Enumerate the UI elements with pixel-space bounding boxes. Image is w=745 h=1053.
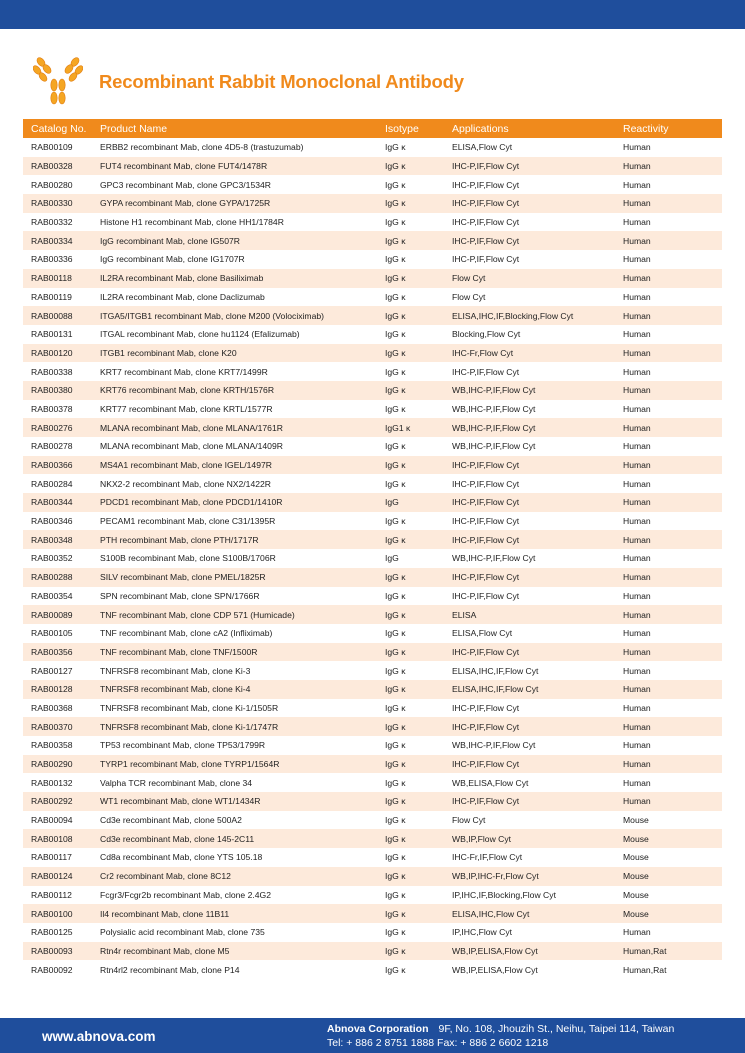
table-row <box>23 400 722 419</box>
reactivity-cell: Mouse <box>623 815 649 826</box>
catalog-cell: RAB00100 <box>31 908 73 919</box>
applications-cell: ELISA,IHC,IF,Flow Cyt <box>452 684 539 695</box>
table-row <box>23 755 722 774</box>
applications-cell: IHC-P,IF,Flow Cyt <box>452 198 520 209</box>
applications-cell: IHC-P,IF,Flow Cyt <box>452 235 520 246</box>
reactivity-cell: Human <box>623 516 651 527</box>
table-row <box>23 699 722 718</box>
reactivity-cell: Human <box>623 590 651 601</box>
isotype-cell: IgG κ <box>385 665 406 676</box>
applications-cell: WB,IHC-P,IF,Flow Cyt <box>452 385 536 396</box>
isotype-cell: IgG κ <box>385 198 406 209</box>
header-product: Product Name <box>100 122 168 135</box>
table-row <box>23 942 722 961</box>
product-cell: MS4A1 recombinant Mab, clone IGEL/1497R <box>100 460 272 471</box>
product-cell: Cr2 recombinant Mab, clone 8C12 <box>100 871 231 882</box>
product-cell: ITGAL recombinant Mab, clone hu1124 (Efalizumab) <box>100 329 300 340</box>
applications-cell: ELISA,IHC,IF,Flow Cyt <box>452 665 539 676</box>
company-name: Abnova Corporation <box>327 1023 429 1035</box>
reactivity-cell: Human <box>623 366 651 377</box>
catalog-cell: RAB00292 <box>31 796 73 807</box>
reactivity-cell: Human <box>623 310 651 321</box>
applications-cell: IHC-P,IF,Flow Cyt <box>452 254 520 265</box>
isotype-cell: IgG κ <box>385 310 406 321</box>
catalog-cell: RAB00288 <box>31 572 73 583</box>
product-cell: IgG recombinant Mab, clone IG1707R <box>100 254 245 265</box>
isotype-cell: IgG κ <box>385 179 406 190</box>
table-row <box>23 568 722 587</box>
isotype-cell: IgG κ <box>385 516 406 527</box>
catalog-cell: RAB00088 <box>31 310 73 321</box>
table-row <box>23 960 722 979</box>
product-cell: MLANA recombinant Mab, clone MLANA/1761R <box>100 422 283 433</box>
catalog-cell: RAB00105 <box>31 628 73 639</box>
product-cell: IgG recombinant Mab, clone IG507R <box>100 235 240 246</box>
table-row <box>23 587 722 606</box>
table-row <box>23 418 722 437</box>
product-cell: TNF recombinant Mab, clone cA2 (Infliximab) <box>100 628 273 639</box>
catalog-cell: RAB00128 <box>31 684 73 695</box>
catalog-cell: RAB00278 <box>31 441 73 452</box>
top-banner <box>0 0 745 29</box>
product-cell: S100B recombinant Mab, clone S100B/1706R <box>100 553 276 564</box>
table-row <box>23 773 722 792</box>
product-cell: TNFRSF8 recombinant Mab, clone Ki-1/1747R <box>100 721 279 732</box>
isotype-cell: IgG κ <box>385 908 406 919</box>
reactivity-cell: Human <box>623 572 651 583</box>
catalog-cell: RAB00290 <box>31 759 73 770</box>
reactivity-cell: Human <box>623 385 651 396</box>
table-row <box>23 474 722 493</box>
product-cell: Rtn4rl2 recombinant Mab, clone P14 <box>100 964 240 975</box>
applications-cell: WB,IP,ELISA,Flow Cyt <box>452 945 538 956</box>
applications-cell: WB,IHC-P,IF,Flow Cyt <box>452 553 536 564</box>
catalog-cell: RAB00330 <box>31 198 73 209</box>
catalog-cell: RAB00092 <box>31 964 73 975</box>
table-row <box>23 886 722 905</box>
applications-cell: WB,ELISA,Flow Cyt <box>452 777 529 788</box>
product-cell: Histone H1 recombinant Mab, clone HH1/1784R <box>100 217 284 228</box>
product-cell: WT1 recombinant Mab, clone WT1/1434R <box>100 796 261 807</box>
catalog-cell: RAB00334 <box>31 235 73 246</box>
table-row <box>23 213 722 232</box>
catalog-cell: RAB00094 <box>31 815 73 826</box>
isotype-cell: IgG κ <box>385 815 406 826</box>
table-header <box>23 119 722 138</box>
isotype-cell: IgG <box>385 553 399 564</box>
table-row <box>23 829 722 848</box>
catalog-cell: RAB00328 <box>31 161 73 172</box>
applications-cell: IHC-P,IF,Flow Cyt <box>452 460 520 471</box>
isotype-cell: IgG κ <box>385 385 406 396</box>
product-cell: TYRP1 recombinant Mab, clone TYRP1/1564R <box>100 759 280 770</box>
reactivity-cell: Human,Rat <box>623 964 667 975</box>
table-row <box>23 381 722 400</box>
applications-cell: IHC-P,IF,Flow Cyt <box>452 217 520 228</box>
applications-cell: IHC-P,IF,Flow Cyt <box>452 646 520 657</box>
catalog-cell: RAB00124 <box>31 871 73 882</box>
isotype-cell: IgG κ <box>385 852 406 863</box>
applications-cell: IHC-P,IF,Flow Cyt <box>452 161 520 172</box>
applications-cell: Flow Cyt <box>452 291 486 302</box>
header-catalog: Catalog No. <box>31 122 87 135</box>
table-row <box>23 904 722 923</box>
table-row <box>23 493 722 512</box>
reactivity-cell: Mouse <box>623 889 649 900</box>
table-row <box>23 923 722 942</box>
product-cell: Valpha TCR recombinant Mab, clone 34 <box>100 777 253 788</box>
isotype-cell: IgG κ <box>385 945 406 956</box>
catalog-cell: RAB00370 <box>31 721 73 732</box>
product-cell: Cd3e recombinant Mab, clone 145-2C11 <box>100 833 255 844</box>
table-row <box>23 530 722 549</box>
isotype-cell: IgG κ <box>385 572 406 583</box>
table-row <box>23 661 722 680</box>
applications-cell: WB,IP,Flow Cyt <box>452 833 512 844</box>
reactivity-cell: Human <box>623 179 651 190</box>
isotype-cell: IgG κ <box>385 347 406 358</box>
applications-cell: IHC-P,IF,Flow Cyt <box>452 759 520 770</box>
catalog-cell: RAB00280 <box>31 179 73 190</box>
isotype-cell: IgG κ <box>385 889 406 900</box>
reactivity-cell: Human <box>623 217 651 228</box>
reactivity-cell: Human <box>623 422 651 433</box>
reactivity-cell: Human <box>623 553 651 564</box>
reactivity-cell: Mouse <box>623 852 649 863</box>
product-cell: ERBB2 recombinant Mab, clone 4D5-8 (trastuzumab) <box>100 142 304 153</box>
reactivity-cell: Human <box>623 254 651 265</box>
reactivity-cell: Human <box>623 646 651 657</box>
applications-cell: IHC-P,IF,Flow Cyt <box>452 497 520 508</box>
website-link[interactable]: www.abnova.com <box>42 1029 156 1044</box>
applications-cell: WB,IHC-P,IF,Flow Cyt <box>452 403 536 414</box>
product-cell: KRT77 recombinant Mab, clone KRTL/1577R <box>100 403 273 414</box>
product-cell: IL2RA recombinant Mab, clone Basiliximab <box>100 273 264 284</box>
reactivity-cell: Human <box>623 291 651 302</box>
isotype-cell: IgG κ <box>385 217 406 228</box>
footer <box>0 1018 745 1053</box>
table-row <box>23 362 722 381</box>
table-row <box>23 512 722 531</box>
reactivity-cell: Human,Rat <box>623 945 667 956</box>
reactivity-cell: Human <box>623 777 651 788</box>
isotype-cell: IgG κ <box>385 403 406 414</box>
applications-cell: IHC-P,IF,Flow Cyt <box>452 478 520 489</box>
product-cell: TP53 recombinant Mab, clone TP53/1799R <box>100 740 266 751</box>
catalog-cell: RAB00344 <box>31 497 73 508</box>
reactivity-cell: Human <box>623 665 651 676</box>
product-cell: SPN recombinant Mab, clone SPN/1766R <box>100 590 260 601</box>
table-row <box>23 624 722 643</box>
product-cell: PECAM1 recombinant Mab, clone C31/1395R <box>100 516 276 527</box>
reactivity-cell: Human <box>623 198 651 209</box>
isotype-cell: IgG κ <box>385 740 406 751</box>
reactivity-cell: Human <box>623 273 651 284</box>
product-cell: ITGA5/ITGB1 recombinant Mab, clone M200 (Volociximab) <box>100 310 325 321</box>
table-row <box>23 437 722 456</box>
catalog-cell: RAB00356 <box>31 646 73 657</box>
table-row <box>23 175 722 194</box>
table-row <box>23 250 722 269</box>
reactivity-cell: Human <box>623 702 651 713</box>
reactivity-cell: Human <box>623 460 651 471</box>
product-cell: KRT7 recombinant Mab, clone KRT7/1499R <box>100 366 268 377</box>
applications-cell: IHC-P,IF,Flow Cyt <box>452 366 520 377</box>
reactivity-cell: Mouse <box>623 833 649 844</box>
catalog-cell: RAB00127 <box>31 665 73 676</box>
address-line <box>327 1023 674 1035</box>
applications-cell: ELISA,IHC,Flow Cyt <box>452 908 530 919</box>
catalog-cell: RAB00368 <box>31 702 73 713</box>
product-cell: MLANA recombinant Mab, clone MLANA/1409R <box>100 441 283 452</box>
catalog-cell: RAB00132 <box>31 777 73 788</box>
table-row <box>23 194 722 213</box>
product-cell: TNF recombinant Mab, clone TNF/1500R <box>100 646 258 657</box>
isotype-cell: IgG κ <box>385 833 406 844</box>
catalog-cell: RAB00336 <box>31 254 73 265</box>
product-cell: TNF recombinant Mab, clone CDP 571 (Humicade) <box>100 609 295 620</box>
applications-cell: IHC-P,IF,Flow Cyt <box>452 702 520 713</box>
table-row <box>23 848 722 867</box>
isotype-cell: IgG κ <box>385 759 406 770</box>
catalog-cell: RAB00284 <box>31 478 73 489</box>
product-cell: TNFRSF8 recombinant Mab, clone Ki-4 <box>100 684 251 695</box>
applications-cell: ELISA,IHC,IF,Blocking,Flow Cyt <box>452 310 574 321</box>
product-cell: GPC3 recombinant Mab, clone GPC3/1534R <box>100 179 272 190</box>
applications-cell: ELISA <box>452 609 477 620</box>
table-row <box>23 288 722 307</box>
reactivity-cell: Human <box>623 142 651 153</box>
table-row <box>23 157 722 176</box>
isotype-cell: IgG <box>385 497 399 508</box>
catalog-cell: RAB00354 <box>31 590 73 601</box>
isotype-cell: IgG κ <box>385 721 406 732</box>
table-body <box>23 138 722 979</box>
applications-cell: IHC-P,IF,Flow Cyt <box>452 590 520 601</box>
reactivity-cell: Human <box>623 161 651 172</box>
catalog-cell: RAB00366 <box>31 460 73 471</box>
isotype-cell: IgG κ <box>385 329 406 340</box>
product-cell: PTH recombinant Mab, clone PTH/1717R <box>100 534 259 545</box>
applications-cell: IHC-P,IF,Flow Cyt <box>452 516 520 527</box>
table-row <box>23 549 722 568</box>
table-row <box>23 456 722 475</box>
table-row <box>23 736 722 755</box>
catalog-cell: RAB00131 <box>31 329 73 340</box>
isotype-cell: IgG κ <box>385 460 406 471</box>
table-row <box>23 325 722 344</box>
reactivity-cell: Human <box>623 721 651 732</box>
catalog-cell: RAB00108 <box>31 833 73 844</box>
applications-cell: WB,IHC-P,IF,Flow Cyt <box>452 441 536 452</box>
page-title: Recombinant Rabbit Monoclonal Antibody <box>99 71 464 92</box>
catalog-cell: RAB00338 <box>31 366 73 377</box>
isotype-cell: IgG κ <box>385 777 406 788</box>
catalog-cell: RAB00378 <box>31 403 73 414</box>
isotype-cell: IgG κ <box>385 964 406 975</box>
isotype-cell: IgG κ <box>385 161 406 172</box>
table-row <box>23 344 722 363</box>
reactivity-cell: Human <box>623 927 651 938</box>
catalog-cell: RAB00380 <box>31 385 73 396</box>
reactivity-cell: Human <box>623 609 651 620</box>
isotype-cell: IgG κ <box>385 702 406 713</box>
product-cell: TNFRSF8 recombinant Mab, clone Ki-3 <box>100 665 251 676</box>
product-cell: Cd3e recombinant Mab, clone 500A2 <box>100 815 242 826</box>
reactivity-cell: Human <box>623 759 651 770</box>
isotype-cell: IgG κ <box>385 142 406 153</box>
reactivity-cell: Human <box>623 497 651 508</box>
applications-cell: ELISA,Flow Cyt <box>452 628 513 639</box>
product-cell: KRT76 recombinant Mab, clone KRTH/1576R <box>100 385 275 396</box>
catalog-cell: RAB00358 <box>31 740 73 751</box>
applications-cell: IHC-Fr,IF,Flow Cyt <box>452 852 523 863</box>
applications-cell: WB,IP,IHC-Fr,Flow Cyt <box>452 871 539 882</box>
antibody-table <box>23 119 722 979</box>
applications-cell: IHC-Fr,Flow Cyt <box>452 347 514 358</box>
applications-cell: IHC-P,IF,Flow Cyt <box>452 721 520 732</box>
reactivity-cell: Human <box>623 628 651 639</box>
applications-cell: WB,IHC-P,IF,Flow Cyt <box>452 422 536 433</box>
reactivity-cell: Human <box>623 347 651 358</box>
reactivity-cell: Human <box>623 329 651 340</box>
product-cell: SILV recombinant Mab, clone PMEL/1825R <box>100 572 266 583</box>
table-row <box>23 269 722 288</box>
catalog-cell: RAB00348 <box>31 534 73 545</box>
reactivity-cell: Human <box>623 684 651 695</box>
contact-line: Tel: + 886 2 8751 1888 Fax: + 886 2 6602 1218 <box>327 1037 549 1049</box>
applications-cell: WB,IHC-P,IF,Flow Cyt <box>452 740 536 751</box>
isotype-cell: IgG1 κ <box>385 422 411 433</box>
isotype-cell: IgG κ <box>385 254 406 265</box>
catalog-cell: RAB00119 <box>31 291 72 302</box>
isotype-cell: IgG κ <box>385 646 406 657</box>
isotype-cell: IgG κ <box>385 628 406 639</box>
table-row <box>23 680 722 699</box>
isotype-cell: IgG κ <box>385 478 406 489</box>
isotype-cell: IgG κ <box>385 235 406 246</box>
applications-cell: WB,IP,ELISA,Flow Cyt <box>452 964 538 975</box>
table-row <box>23 792 722 811</box>
isotype-cell: IgG κ <box>385 366 406 377</box>
table-row <box>23 811 722 830</box>
product-cell: NKX2-2 recombinant Mab, clone NX2/1422R <box>100 478 272 489</box>
reactivity-cell: Mouse <box>623 908 649 919</box>
catalog-cell: RAB00276 <box>31 422 73 433</box>
catalog-cell: RAB00125 <box>31 927 73 938</box>
applications-cell: Blocking,Flow Cyt <box>452 329 521 340</box>
product-cell: GYPA recombinant Mab, clone GYPA/1725R <box>100 198 271 209</box>
table-row <box>23 231 722 250</box>
isotype-cell: IgG κ <box>385 684 406 695</box>
catalog-cell: RAB00093 <box>31 945 73 956</box>
applications-cell: IHC-P,IF,Flow Cyt <box>452 534 520 545</box>
table-row <box>23 138 722 157</box>
isotype-cell: IgG κ <box>385 871 406 882</box>
catalog-cell: RAB00109 <box>31 142 73 153</box>
product-cell: FUT4 recombinant Mab, clone FUT4/1478R <box>100 161 268 172</box>
table-row <box>23 643 722 662</box>
catalog-cell: RAB00346 <box>31 516 73 527</box>
reactivity-cell: Human <box>623 441 651 452</box>
applications-cell: ELISA,Flow Cyt <box>452 142 513 153</box>
isotype-cell: IgG κ <box>385 796 406 807</box>
product-cell: ITGB1 recombinant Mab, clone K20 <box>100 347 237 358</box>
header-reactivity: Reactivity <box>623 122 669 135</box>
antibody-logo-icon <box>33 55 83 107</box>
table-row <box>23 867 722 886</box>
product-cell: Fcgr3/Fcgr2b recombinant Mab, clone 2.4G2 <box>100 889 272 900</box>
reactivity-cell: Human <box>623 534 651 545</box>
catalog-cell: RAB00352 <box>31 553 73 564</box>
applications-cell: IHC-P,IF,Flow Cyt <box>452 572 520 583</box>
applications-cell: Flow Cyt <box>452 273 486 284</box>
product-cell: PDCD1 recombinant Mab, clone PDCD1/1410R <box>100 497 283 508</box>
catalog-cell: RAB00118 <box>31 273 72 284</box>
product-cell: IL2RA recombinant Mab, clone Daclizumab <box>100 291 265 302</box>
reactivity-cell: Mouse <box>623 871 649 882</box>
reactivity-cell: Human <box>623 403 651 414</box>
isotype-cell: IgG κ <box>385 927 406 938</box>
product-cell: Polysialic acid recombinant Mab, clone 735 <box>100 927 265 938</box>
applications-cell: IHC-P,IF,Flow Cyt <box>452 796 520 807</box>
table-row <box>23 717 722 736</box>
product-cell: Cd8a recombinant Mab, clone YTS 105.18 <box>100 852 263 863</box>
applications-cell: IP,IHC,Flow Cyt <box>452 927 513 938</box>
applications-cell: IHC-P,IF,Flow Cyt <box>452 179 520 190</box>
isotype-cell: IgG κ <box>385 291 406 302</box>
header-applications: Applications <box>452 122 509 135</box>
table-row <box>23 306 722 325</box>
isotype-cell: IgG κ <box>385 609 406 620</box>
applications-cell: Flow Cyt <box>452 815 486 826</box>
catalog-cell: RAB00117 <box>31 852 72 863</box>
isotype-cell: IgG κ <box>385 273 406 284</box>
catalog-cell: RAB00089 <box>31 609 73 620</box>
isotype-cell: IgG κ <box>385 534 406 545</box>
reactivity-cell: Human <box>623 740 651 751</box>
catalog-cell: RAB00120 <box>31 347 73 358</box>
isotype-cell: IgG κ <box>385 441 406 452</box>
header-isotype: Isotype <box>385 122 419 135</box>
reactivity-cell: Human <box>623 478 651 489</box>
applications-cell: IP,IHC,IF,Blocking,Flow Cyt <box>452 889 556 900</box>
table-row <box>23 605 722 624</box>
product-cell: Rtn4r recombinant Mab, clone M5 <box>100 945 230 956</box>
catalog-cell: RAB00332 <box>31 217 73 228</box>
product-cell: Il4 recombinant Mab, clone 11B11 <box>100 908 230 919</box>
address: 9F, No. 108, Jhouzih St., Neihu, Taipei 114, Taiwan <box>438 1023 675 1035</box>
reactivity-cell: Human <box>623 235 651 246</box>
isotype-cell: IgG κ <box>385 590 406 601</box>
catalog-cell: RAB00112 <box>31 889 72 900</box>
reactivity-cell: Human <box>623 796 651 807</box>
product-cell: TNFRSF8 recombinant Mab, clone Ki-1/1505R <box>100 702 279 713</box>
